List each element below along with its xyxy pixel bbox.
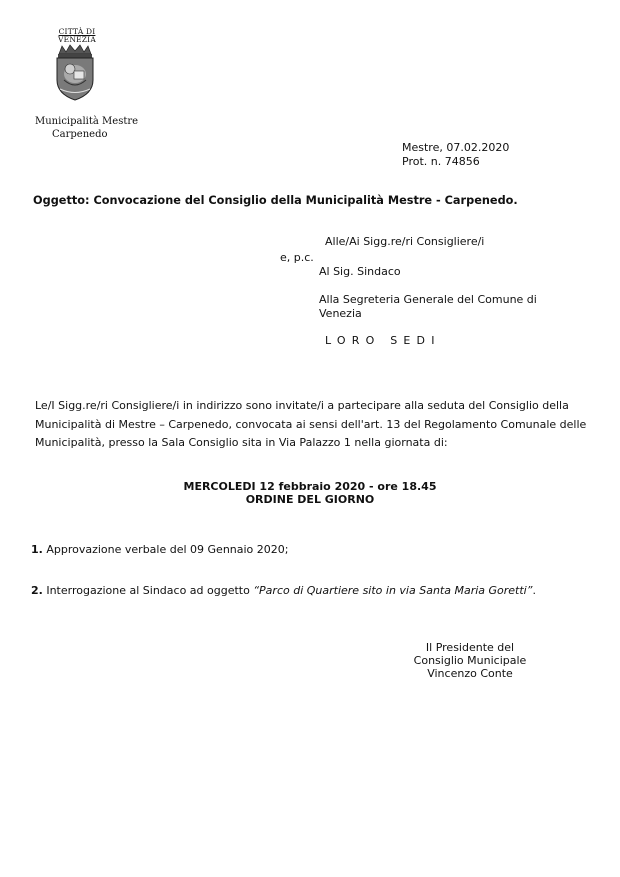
body-paragraph bbox=[31, 397, 591, 453]
subject-line: Oggetto: Convocazione del Consiglio della Municipalità Mestre - Carpenedo. bbox=[33, 194, 518, 207]
meeting-heading bbox=[0, 480, 620, 506]
city-name-line2: VENEZIA bbox=[58, 35, 96, 44]
recipient-secretariat: Alla Segreteria Generale del Comune di Venezia bbox=[319, 293, 537, 320]
protocol-number: Prot. n. 74856 bbox=[402, 155, 480, 168]
place-date: Mestre, 07.02.2020 bbox=[402, 141, 510, 154]
agenda-item-number: 2. bbox=[31, 584, 43, 597]
signature-title-line1: Il Presidente del bbox=[425, 641, 515, 654]
signature-name: Vincenzo Conte bbox=[427, 667, 513, 680]
city-name bbox=[47, 28, 107, 44]
agenda-title: ORDINE DEL GIORNO bbox=[245, 493, 375, 506]
place-date-block bbox=[402, 141, 509, 169]
recipient-councillors: Alle/Ai Sigg.re/ri Consigliere/i bbox=[325, 235, 485, 248]
municipality-name bbox=[35, 115, 138, 141]
agenda-item-text: Approvazione verbale del 09 Gennaio 2020; bbox=[46, 543, 289, 556]
signature-block bbox=[410, 641, 530, 680]
body-line-1: Le/I Sigg.re/ri Consigliere/i in indirizzo sono invitate/i a partecipare alla seduta del Consiglio della bbox=[35, 399, 569, 412]
body-line-2: Municipalità di Mestre – Carpenedo, convocata ai sensi dell'art. 13 del Regolamento Comunale delle bbox=[35, 417, 587, 431]
recipient-mayor: Al Sig. Sindaco bbox=[319, 265, 401, 278]
city-name-line1: CITTÀ DI bbox=[58, 27, 96, 36]
agenda-item bbox=[31, 543, 289, 556]
municipality-line2: Carpenedo bbox=[52, 129, 108, 140]
loro-sedi: LORO SEDI bbox=[325, 334, 441, 347]
agenda-item-text: Interrogazione al Sindaco ad oggetto bbox=[46, 584, 254, 597]
agenda-item-number: 1. bbox=[31, 543, 43, 556]
venice-coat-of-arms-icon bbox=[52, 44, 98, 105]
signature-title-line2: Consiglio Municipale bbox=[413, 654, 527, 667]
agenda-item-title: “Parco di Quartiere sito in via Santa Maria Goretti” bbox=[253, 584, 533, 597]
meeting-datetime: MERCOLEDI 12 febbraio 2020 - ore 18.45 bbox=[183, 480, 437, 493]
municipality-line1: Municipalità Mestre bbox=[35, 116, 139, 127]
body-line-3: Municipalità, presso la Sala Consiglio sita in Via Palazzo 1 nella giornata di: bbox=[35, 436, 448, 449]
agenda-item bbox=[31, 584, 536, 597]
agenda-item-suffix: . bbox=[532, 584, 536, 597]
recipient-cc-label: e, p.c. bbox=[280, 251, 314, 264]
